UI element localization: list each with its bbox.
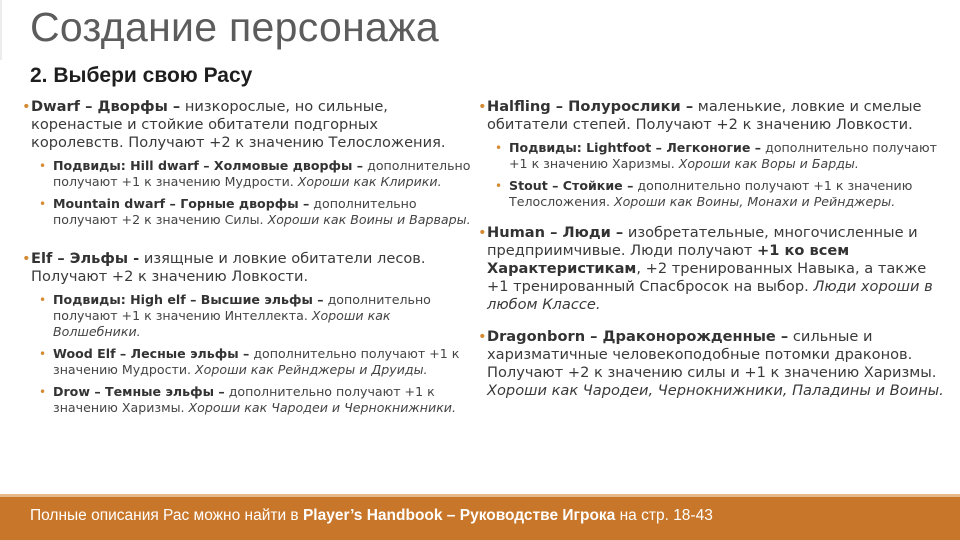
- bullet-icon: •: [495, 141, 503, 155]
- bullet-icon: •: [22, 250, 31, 267]
- race-description: маленькие, ловкие и смелые обитатели степей. Получают +2 к значению Ловкости.: [487, 98, 922, 133]
- left-column: [22, 98, 472, 430]
- race-dwarf: [22, 98, 472, 228]
- footer-text-pre: Полные описания Рас можно найти в: [30, 507, 303, 524]
- race-human: [478, 224, 948, 314]
- subrace-name: Stout – Стойкие –: [509, 178, 634, 193]
- race-name: Dragonborn – Драконорожденные –: [487, 328, 789, 345]
- left-accent-line: [0, 0, 2, 60]
- subrace-description: дополнительно получают +1 к значению Харизмы.: [509, 140, 937, 171]
- bullet-icon: •: [478, 328, 487, 345]
- subrace-recommendation: Хороши как Волшебники.: [53, 308, 391, 339]
- footer-book-title: Player’s Handbook – Руководстве Игрока: [302, 507, 616, 524]
- bullet-icon: •: [39, 385, 47, 399]
- bullet-icon: •: [478, 224, 487, 241]
- page-title: Создание персонажа: [30, 4, 439, 50]
- race-description: сильные и харизматичные человекоподобные потомки драконов. Получают +2 к значению силы и +1 к значению Харизмы.: [487, 328, 937, 381]
- race-description: изобретательные, многочисленные и предприимчивые. Люди получают: [487, 224, 918, 259]
- race-halfling: [478, 98, 948, 210]
- subrace-recommendation: Хороши как Рейнджеры и Друиды.: [195, 362, 428, 377]
- subrace-description: дополнительно получают +1 к значению Телосложения.: [509, 178, 913, 209]
- bullet-icon: •: [39, 293, 47, 307]
- subrace-name: Подвиды: Lightfoot – Легконогие –: [509, 140, 762, 155]
- bullet-icon: •: [478, 98, 487, 115]
- subrace-description: дополнительно получают +1 к значению Мудрости.: [53, 346, 460, 377]
- race-recommendation: Хороши как Чародеи, Чернокнижники, Паладины и Воины.: [487, 382, 944, 399]
- race-name: Elf – Эльфы -: [31, 250, 140, 267]
- section-title: 2. Выбери свою Расу: [30, 64, 253, 87]
- race-description: изящные и ловкие обитатели лесов. Получают +2 к значению Ловкости.: [31, 250, 426, 285]
- subrace-recommendation: Хороши как Воины, Монахи и Рейнджеры.: [613, 194, 896, 209]
- subrace-recommendation: Хороши как Воры и Барды.: [678, 156, 859, 171]
- subrace-description: дополнительно получают +1 к значению Интеллекта.: [53, 292, 431, 323]
- race-name: Dwarf – Дворфы –: [31, 98, 181, 115]
- subrace-name: Подвиды: Hill dwarf – Холмовые дворфы –: [53, 158, 364, 173]
- subrace-name: Wood Elf – Лесные эльфы –: [53, 346, 250, 361]
- race-name: Halfling – Полурослики –: [487, 98, 694, 115]
- bullet-icon: •: [22, 98, 31, 115]
- race-elf: [22, 250, 472, 416]
- footer-text-post: на стр. 18-43: [615, 507, 713, 524]
- subrace-stout: [487, 178, 948, 210]
- subrace-recommendation: Хороши как Воины и Варвары.: [267, 212, 471, 227]
- bullet-icon: •: [39, 347, 47, 361]
- subrace-description: дополнительно получают +2 к значению Силы.: [53, 196, 417, 227]
- race-dragonborn: [478, 328, 948, 400]
- subrace-recommendation: Хороши как Чародеи и Чернокнижники.: [188, 400, 456, 415]
- subrace-lightfoot: [487, 140, 948, 172]
- race-name: Human – Люди –: [487, 224, 624, 241]
- subrace-name: Drow – Темные эльфы –: [53, 384, 225, 399]
- race-recommendation: Люди хороши в любом Классе.: [487, 278, 933, 313]
- bullet-icon: •: [39, 197, 47, 211]
- subrace-name: Подвиды: High elf – Высшие эльфы –: [53, 292, 324, 307]
- footer-note: [30, 507, 713, 525]
- race-bonus: +1 ко всем Характеристикам: [487, 242, 850, 277]
- bullet-icon: •: [39, 159, 47, 173]
- subrace-description: дополнительно получают +1 к значению Мудрости.: [53, 158, 471, 189]
- bullet-icon: •: [495, 179, 503, 193]
- subrace-recommendation: Хороши как Клирики.: [297, 174, 442, 189]
- right-column: [478, 98, 948, 414]
- race-description-2: , +2 тренированных Навыка, а также +1 тренированный Спасбросок на выбор.: [487, 260, 927, 295]
- subrace-name: Mountain dwarf – Горные дворфы –: [53, 196, 310, 211]
- subrace-hill-dwarf: [31, 158, 472, 190]
- subrace-drow: [31, 384, 472, 416]
- subrace-wood-elf: [31, 346, 472, 378]
- subrace-high-elf: [31, 292, 472, 340]
- race-description: низкорослые, но сильные, коренастые и стойкие обитатели подгорных королевств. Получают +2 к значению Телосложения.: [31, 98, 446, 151]
- subrace-description: дополнительно получают +1 к значению Харизмы.: [53, 384, 435, 415]
- subrace-mountain-dwarf: [31, 196, 472, 228]
